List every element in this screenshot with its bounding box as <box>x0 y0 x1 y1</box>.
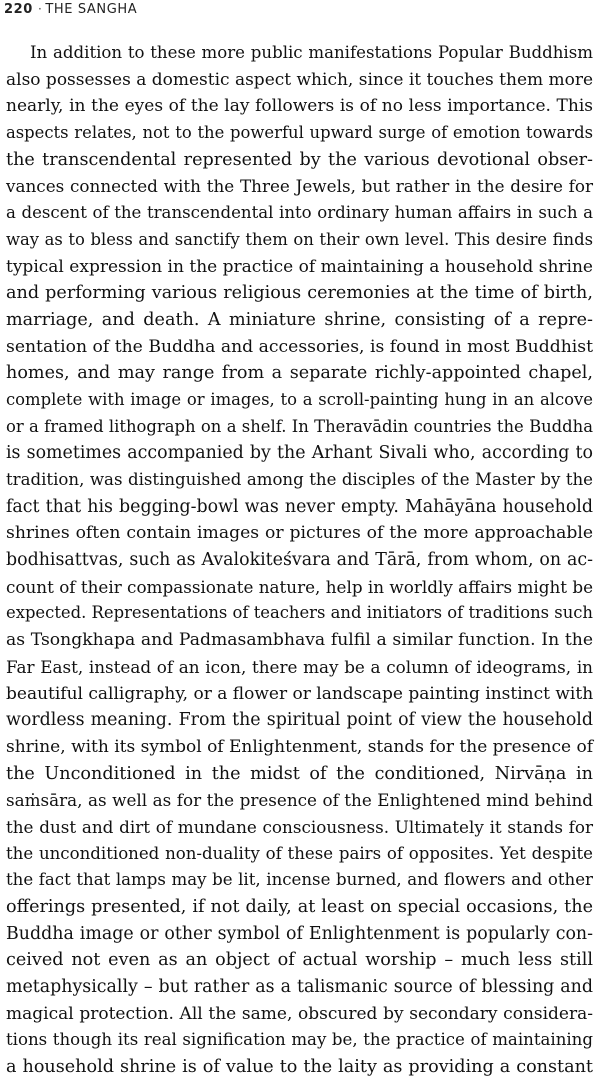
text-line: the dust and dirt of mundane consciousness. Ultimately it stands for <box>6 816 593 837</box>
text-line: also possesses a domestic aspect which, since it touches them more <box>6 69 594 90</box>
text-line: tions though its real signification may be, the practice of maintaining <box>6 1030 593 1050</box>
text-line: aspects relates, not to the powerful upward surge of emotion towards <box>6 123 593 143</box>
text-line: and performing various religious ceremonies at the time of birth, <box>6 283 593 304</box>
text-line: shrines often contain images or pictures of the more approachable <box>6 523 593 544</box>
text-line: way as to bless and sanctify them on their own level. This desire finds <box>6 229 593 249</box>
text-line: the Unconditioned in the midst of the conditioned, Nirvāṇa in <box>6 763 593 784</box>
text-line: complete with image or images, to a scroll-painting hung in an alcove <box>6 389 593 409</box>
text-line: nearly, in the eyes of the lay followers is of no less importance. This <box>6 96 593 117</box>
text-line: Buddha image or other symbol of Enlightenment is popularly con- <box>6 923 593 944</box>
text-line: expected. Representations of teachers and initiators of traditions such <box>6 603 593 623</box>
text-line: a descent of the transcendental into ordinary human affairs in such a <box>6 203 593 223</box>
text-line: as Tsongkhapa and Padmasambhava fulfil a similar function. In the <box>6 630 593 651</box>
page-number: 220 <box>4 2 33 17</box>
text-line: beautiful calligraphy, or a flower or landscape painting instinct with <box>6 683 594 704</box>
text-line: wordless meaning. From the spiritual point of view the household <box>6 710 593 731</box>
text-line: sentation of the Buddha and accessories, is found in most Buddhist <box>6 336 593 357</box>
text-line: or a framed lithograph on a shelf. In Theravādin countries the Buddha <box>6 416 593 436</box>
text-line: ceived not even as an object of actual worship – much less still <box>6 950 593 971</box>
text-line: In addition to these more public manifestations Popular Buddhism <box>30 43 593 62</box>
text-line: the fact that lamps may be lit, incense burned, and flowers and other <box>6 870 593 890</box>
text-line: tradition, was distinguished among the disciples of the Master by the <box>6 470 593 489</box>
text-line: vances connected with the Three Jewels, but rather in the desire for <box>6 176 593 197</box>
text-line: Far East, instead of an icon, there may be a column of ideograms, in <box>6 656 593 677</box>
text-line: count of their compassionate nature, help in worldly affairs might be <box>6 576 594 597</box>
header-separator: · <box>37 2 43 16</box>
text-line: a household shrine is of value to the laity as providing a constant <box>6 1057 593 1078</box>
text-line: homes, and may range from a separate richly-appointed chapel, <box>6 363 593 384</box>
text-line: marriage, and death. A miniature shrine, consisting of a repre- <box>6 309 593 330</box>
text-line: magical protection. All the same, obscured by secondary considera- <box>6 1003 593 1024</box>
body-paragraph <box>0 40 600 1081</box>
text-line: the transcendental represented by the various devotional obser- <box>6 149 593 170</box>
text-line: bodhisattvas, such as Avalokiteśvara and Tārā, from whom, on ac- <box>6 550 593 571</box>
text-line: typical expression in the practice of maintaining a household shrine <box>6 256 593 277</box>
text-line: is sometimes accompanied by the Arhant Sivali who, according to <box>6 443 593 464</box>
text-line: shrine, with its symbol of Enlightenment, stands for the presence of <box>6 736 593 757</box>
text-line: fact that his begging-bowl was never empty. Mahāyāna household <box>6 496 593 517</box>
running-head <box>4 2 137 20</box>
text-line: saṁsāra, as well as for the presence of the Enlightened mind behind <box>6 790 593 811</box>
text-line: metaphysically – but rather as a talismanic source of blessing and <box>6 977 593 998</box>
running-title: THE SANGHA <box>45 2 138 17</box>
text-line: the unconditioned non-duality of these pairs of opposites. Yet despite <box>6 843 593 863</box>
text-line: offerings presented, if not daily, at least on special occasions, the <box>6 897 593 917</box>
